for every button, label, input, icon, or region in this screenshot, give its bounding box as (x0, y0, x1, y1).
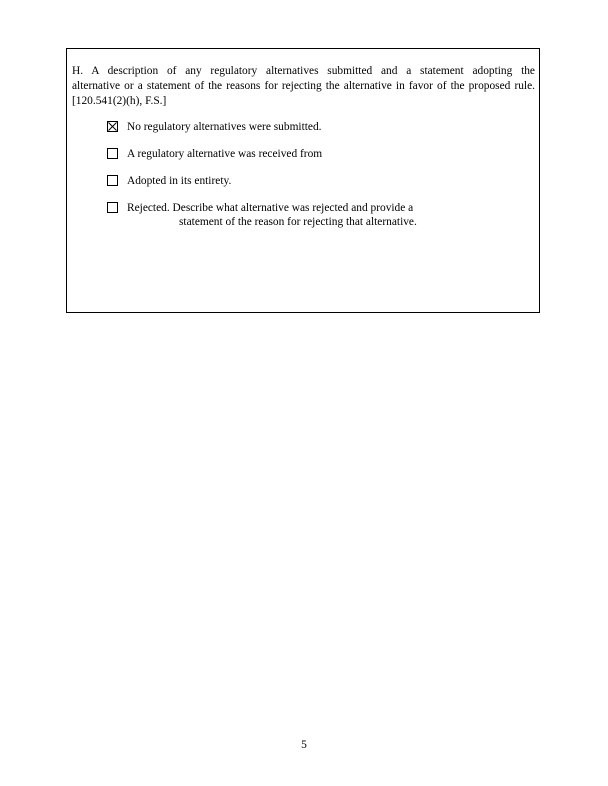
rejected-continuation-text: statement of the reason for rejecting that alternative. (179, 216, 417, 228)
section-h-statute-reference: [120.541(2)(h), F.S.] (72, 95, 167, 107)
page-number: 5 (301, 739, 307, 751)
checkbox-empty-icon[interactable] (107, 175, 118, 186)
checkbox-empty-icon[interactable] (107, 202, 118, 213)
checkbox-checked-icon[interactable] (107, 121, 118, 132)
section-h-line-2: alternative or a statement of the reasons for rejecting the alternative in favor of the proposed rule. (72, 80, 535, 92)
section-h-line-1: H. A description of any regulatory alternatives submitted and a statement adopting the (72, 65, 535, 77)
option-label: No regulatory alternatives were submitted. (127, 121, 322, 133)
option-label: Adopted in its entirety. (127, 175, 232, 187)
option-label: A regulatory alternative was received from (127, 148, 323, 160)
section-h-description (72, 64, 535, 109)
option-label: Rejected. Describe what alternative was rejected and provide a (127, 202, 414, 214)
checkbox-empty-icon[interactable] (107, 148, 118, 159)
